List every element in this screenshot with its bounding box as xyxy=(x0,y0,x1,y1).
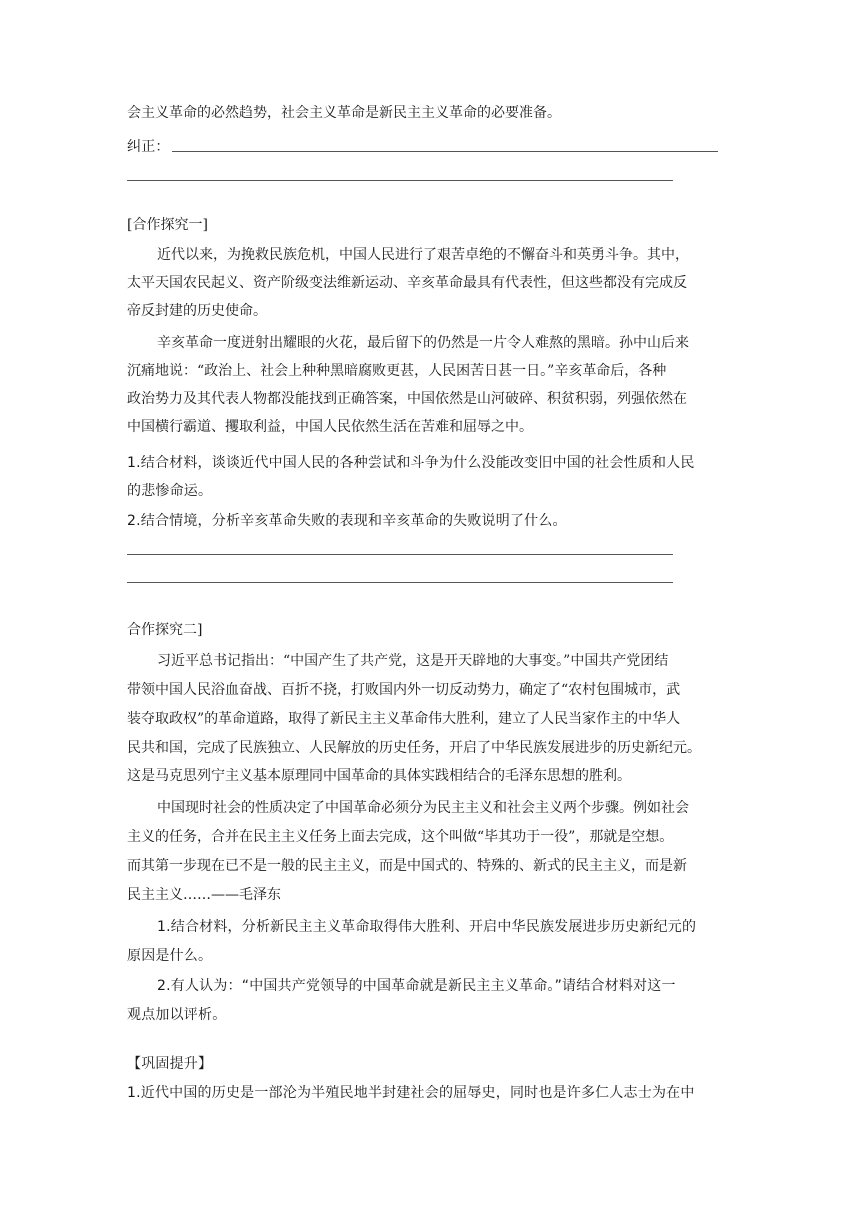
paragraph-line: 民共和国，完成了民族独立、人民解放的历史任务，开启了中华民族发展进步的历史新纪元。 xyxy=(127,740,701,756)
question-1-cont: 原因是什么。 xyxy=(127,948,213,964)
question-1: 1.近代中国的历史是一部沦为半殖民地半封建社会的屈辱史，同时也是许多仁人志士为在中 xyxy=(127,1085,695,1101)
paragraph-line: 这是马克思列宁主义基本原理同中国革命的具体实践相结合的毛泽东思想的胜利。 xyxy=(127,768,631,784)
paragraph-line: 近代以来，为挽救民族危机，中国人民进行了艰苦卓绝的不懈奋斗和英勇斗争。其中， xyxy=(157,247,689,263)
question-2: 2.有人认为：“中国共产党领导的中国革命就是新民主主义革命。”请结合材料对这一 xyxy=(157,978,676,994)
section-heading-1: [合作探究一] xyxy=(127,217,208,233)
question-1-cont: 的悲惨命运。 xyxy=(127,483,213,499)
paragraph-line: 太平天国农民起义、资产阶级变法维新运动、辛亥革命最具有代表性，但这些都没有完成反 xyxy=(127,275,687,291)
paragraph-line: 辛亥革命一度迸射出耀眼的火花，最后留下的仍然是一片令人难熬的黑暗。孙中山后来 xyxy=(157,335,689,351)
question-1: 1.结合材料，谈谈近代中国人民的各种尝试和斗争为什么没能改变旧中国的社会性质和人民 xyxy=(127,455,695,471)
paragraph-line: 而其第一步现在已不是一般的民主主义，而是中国式的、特殊的、新式的民主主义，而是新 xyxy=(127,858,687,874)
paragraph-line: 中国现时社会的性质决定了中国革命必须分为民主主义和社会主义两个步骤。例如社会 xyxy=(157,800,689,816)
paragraph-line: 中国横行霸道、攫取利益，中国人民依然生活在苦难和屈辱之中。 xyxy=(127,419,533,435)
answer-line xyxy=(172,151,718,152)
paragraph-line: 习近平总书记指出：“中国产生了共产党，这是开天辟地的大事变。”中国共产党团结 xyxy=(157,653,669,669)
paragraph-line: 带领中国人民浴血奋战、百折不挠，打败国内外一切反动势力，确定了“农村包围城市，武 xyxy=(127,682,681,698)
answer-line xyxy=(127,554,673,555)
text-line: 会主义革命的必然趋势，社会主义革命是新民主主义革命的必要准备。 xyxy=(127,105,561,121)
correction-label: 纠正： xyxy=(127,139,170,155)
paragraph-line: 帝反封建的历史使命。 xyxy=(127,303,267,319)
section-heading-3: 【巩固提升】 xyxy=(127,1056,213,1072)
paragraph-line: 主义的任务，合并在民主主义任务上面去完成，这个叫做“毕其功于一役”，那就是空想。 xyxy=(127,829,674,845)
paragraph-line: 政治势力及其代表人物都没能找到正确答案，中国依然是山河破碎、积贫积弱，列强依然在 xyxy=(127,391,687,407)
paragraph-line: 民主主义……——毛泽东 xyxy=(127,887,281,903)
question-1: 1.结合材料，分析新民主主义革命取得伟大胜利、开启中华民族发展进步历史新纪元的 xyxy=(157,919,697,935)
paragraph-line: 沉痛地说：“政治上、社会上种种黑暗腐败更甚，人民困苦日甚一日。”辛亥革命后，各种 xyxy=(127,363,667,379)
answer-line xyxy=(127,180,673,181)
answer-line xyxy=(127,582,673,583)
paragraph-line: 装夺取政权”的革命道路，取得了新民主主义革命伟大胜利，建立了人民当家作主的中华人 xyxy=(127,711,681,727)
section-heading-2: 合作探究二] xyxy=(127,622,203,638)
question-2: 2.结合情境，分析辛亥革命失败的表现和辛亥革命的失败说明了什么。 xyxy=(127,513,567,529)
question-2-cont: 观点加以评析。 xyxy=(127,1007,227,1023)
